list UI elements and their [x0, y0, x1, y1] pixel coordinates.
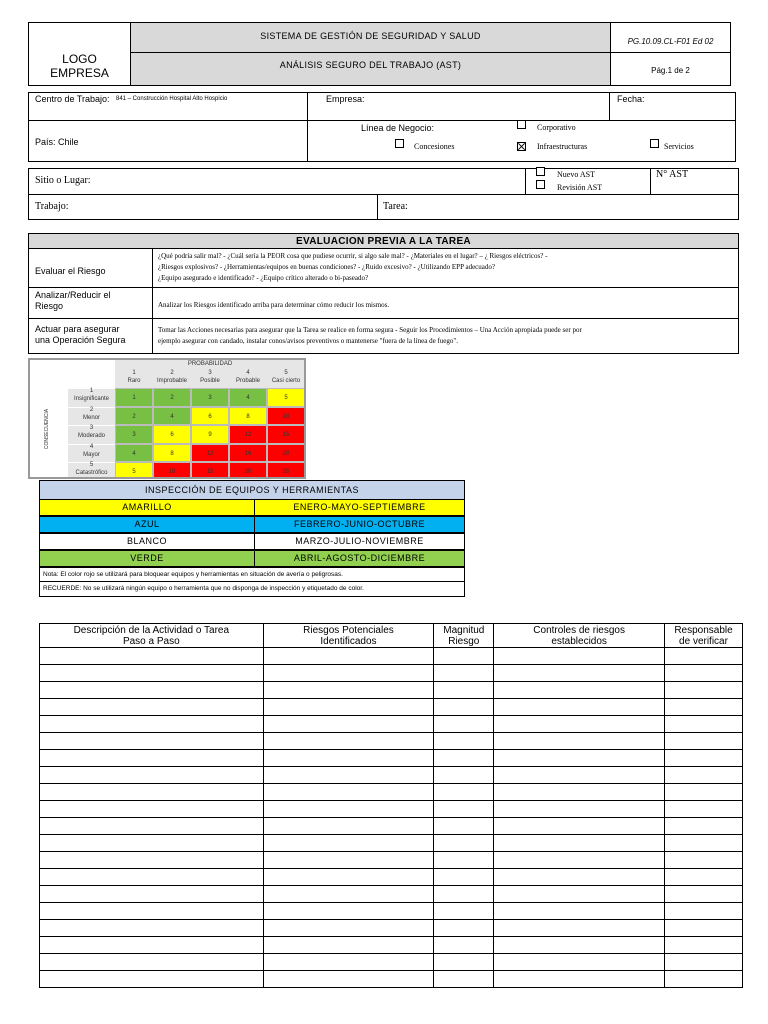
cons-label: Catastrófico [75, 470, 108, 477]
table-row [40, 648, 743, 665]
table-cell[interactable] [263, 971, 434, 988]
table-cell[interactable] [494, 886, 665, 903]
analizar-line: Analizar los Riesgos identificado arriba para determinar cómo reducir los mismos. [158, 301, 390, 309]
table-cell[interactable] [263, 699, 434, 716]
concesiones-checkbox[interactable] [395, 139, 404, 148]
table-cell[interactable] [263, 801, 434, 818]
risk-cell: 10 [153, 462, 191, 479]
table-row [40, 835, 743, 852]
risk-cell: 6 [191, 407, 229, 426]
table-cell[interactable] [40, 665, 264, 682]
prob-label: Posible [200, 378, 220, 384]
table-cell[interactable] [665, 886, 743, 903]
table-cell[interactable] [263, 767, 434, 784]
actuar-label: Actuar para asegurar una Operación Segura [35, 324, 126, 345]
cons-num: 3 [89, 425, 94, 432]
table-cell[interactable] [40, 920, 264, 937]
table-row [40, 818, 743, 835]
risk-cell: 15 [267, 425, 305, 444]
col-responsable: Responsable de verificar [665, 624, 743, 648]
inspeccion-months: ABRIL-AGOSTO-DICIEMBRE [255, 551, 464, 566]
risk-cell: 8 [153, 444, 191, 463]
doc-title: ANÁLISIS SEGURO DEL TRABAJO (AST) [279, 60, 462, 70]
divider [377, 194, 378, 220]
col-descripcion: Descripción de la Actividad o Tarea Paso a Paso [40, 624, 264, 648]
table-cell[interactable] [665, 716, 743, 733]
table-cell[interactable] [494, 954, 665, 971]
table-cell[interactable] [494, 971, 665, 988]
table-cell[interactable] [263, 733, 434, 750]
table-row [40, 886, 743, 903]
actuar-line: Tomar las Acciones necesarias para asegurar que la Tarea se realice en forma segura - Seguir los Procedimientos – Una Acción apropiada puede ser por [158, 326, 582, 334]
inspeccion-color: AZUL [40, 517, 255, 532]
cons-label: Menor [82, 414, 100, 421]
table-row [40, 750, 743, 767]
table-cell[interactable] [263, 835, 434, 852]
centro-value[interactable]: 841 – Construcción Hospital Alto Hospicio [116, 96, 228, 102]
inspeccion-color: AMARILLO [40, 500, 255, 515]
table-cell[interactable] [434, 784, 494, 801]
evaluar-label: Evaluar el Riesgo [35, 266, 106, 276]
table-row [40, 699, 743, 716]
risk-cell: 10 [267, 407, 305, 426]
concesiones-label: Concesiones [414, 142, 455, 151]
sitio-label: Sitio o Lugar: [35, 175, 91, 186]
table-cell[interactable] [40, 750, 264, 767]
divider [609, 92, 610, 121]
prob-num: 1 [132, 370, 136, 376]
tarea-label: Tarea: [383, 201, 408, 212]
table-cell[interactable] [494, 750, 665, 767]
inspeccion-title-row [39, 480, 465, 500]
risk-cell: 2 [115, 407, 153, 426]
table-row [40, 920, 743, 937]
risk-cell: 9 [191, 425, 229, 444]
empresa-label: Empresa: [326, 94, 365, 104]
cons-label: Mayor [83, 451, 100, 458]
risk-cell: 4 [153, 407, 191, 426]
inspeccion-months: ENERO-MAYO-SEPTIEMBRE [255, 500, 464, 515]
risk-cell: 5 [267, 388, 305, 407]
table-cell[interactable] [40, 869, 264, 886]
table-cell[interactable] [40, 682, 264, 699]
fecha-label: Fecha: [617, 94, 645, 104]
table-cell[interactable] [40, 852, 264, 869]
table-cell[interactable] [434, 903, 494, 920]
prob-num: 4 [246, 370, 250, 376]
table-row [40, 716, 743, 733]
table-cell[interactable] [665, 971, 743, 988]
divider [152, 249, 153, 354]
table-cell[interactable] [263, 886, 434, 903]
table-cell[interactable] [263, 750, 434, 767]
table-cell[interactable] [263, 665, 434, 682]
corporativo-checkbox[interactable] [517, 120, 526, 129]
doc-code: PG.10.09.CL-F01 Ed 02 [627, 37, 714, 46]
risk-cell: 4 [229, 388, 267, 407]
tarea-field[interactable] [420, 196, 736, 218]
table-cell[interactable] [434, 682, 494, 699]
risk-cell: 12 [229, 425, 267, 444]
risk-cell: 4 [115, 444, 153, 463]
table-cell[interactable] [494, 699, 665, 716]
nota-row [39, 567, 465, 582]
risk-cell: 3 [115, 425, 153, 444]
table-cell[interactable] [665, 818, 743, 835]
table-cell[interactable] [40, 971, 264, 988]
recuerde-row [39, 581, 465, 597]
table-cell[interactable] [434, 835, 494, 852]
table-cell[interactable] [40, 767, 264, 784]
inspeccion-title: INSPECCIÓN DE EQUIPOS Y HERRAMIENTAS [144, 485, 360, 495]
table-row [40, 784, 743, 801]
table-cell[interactable] [665, 852, 743, 869]
prob-label: Casi cierto [271, 378, 301, 384]
table-cell[interactable] [434, 665, 494, 682]
divider [28, 120, 736, 121]
table-cell[interactable] [434, 886, 494, 903]
table-cell[interactable] [665, 648, 743, 665]
table-cell[interactable] [40, 801, 264, 818]
risk-cell: 2 [153, 388, 191, 407]
table-row [40, 665, 743, 682]
steps-table [39, 623, 743, 988]
logo-text: LOGO EMPRESA [50, 52, 109, 80]
table-cell[interactable] [665, 954, 743, 971]
table-cell[interactable] [494, 733, 665, 750]
table-cell[interactable] [494, 682, 665, 699]
table-cell[interactable] [434, 954, 494, 971]
servicios-label: Servicios [664, 142, 694, 151]
evaluar-line: ¿Qué podría salir mal? - ¿Cuál sería la PEOR cosa que pudiese ocurrir, si algo sale mal? - ¿Materiales en el lugar? – ¿ Riesgos eléctricos? - [158, 252, 548, 260]
steps-header-row [40, 624, 743, 648]
table-cell[interactable] [665, 835, 743, 852]
nuevo-ast-label: Nuevo AST [557, 170, 595, 179]
table-cell[interactable] [494, 852, 665, 869]
table-cell[interactable] [494, 937, 665, 954]
revision-ast-checkbox[interactable] [536, 180, 545, 189]
inspeccion-row [39, 550, 465, 567]
empresa-field[interactable] [370, 93, 606, 119]
cons-num: 4 [89, 443, 94, 450]
corporativo-label: Corporativo [537, 123, 576, 132]
divider [525, 168, 526, 195]
table-cell[interactable] [40, 648, 264, 665]
table-cell[interactable] [434, 920, 494, 937]
inspeccion-months: FEBRERO-JUNIO-OCTUBRE [255, 517, 464, 532]
table-cell[interactable] [494, 648, 665, 665]
table-cell[interactable] [665, 937, 743, 954]
pais-label: País: Chile [35, 137, 79, 147]
table-row [40, 852, 743, 869]
table-cell[interactable] [665, 920, 743, 937]
risk-cell: 8 [229, 407, 267, 426]
table-cell[interactable] [434, 852, 494, 869]
inspeccion-color: VERDE [40, 551, 255, 566]
cons-label: Insignificante [73, 396, 110, 402]
table-cell[interactable] [263, 682, 434, 699]
table-cell[interactable] [40, 954, 264, 971]
table-cell[interactable] [434, 818, 494, 835]
prob-label: Probable [235, 378, 261, 384]
table-cell[interactable] [665, 869, 743, 886]
inspeccion-color: BLANCO [40, 534, 255, 549]
divider [28, 318, 739, 319]
probabilidad-axis-label: PROBABILIDAD [187, 361, 233, 367]
divider [28, 194, 739, 195]
risk-cell: 6 [153, 425, 191, 444]
table-cell[interactable] [40, 903, 264, 920]
table-cell[interactable] [263, 869, 434, 886]
table-cell[interactable] [434, 801, 494, 818]
sitio-field[interactable] [100, 170, 520, 192]
table-cell[interactable] [434, 750, 494, 767]
table-cell[interactable] [494, 784, 665, 801]
cons-label: Moderado [77, 433, 106, 440]
table-row [40, 682, 743, 699]
col-riesgos: Riesgos Potenciales Identificados [263, 624, 434, 648]
table-cell[interactable] [665, 733, 743, 750]
table-cell[interactable] [494, 801, 665, 818]
risk-cell: 1 [115, 388, 153, 407]
table-cell[interactable] [665, 699, 743, 716]
risk-cell: 5 [115, 462, 153, 479]
table-cell[interactable] [263, 852, 434, 869]
evaluar-line: ¿Equipo asegurado e identificado? - ¿Equipo crítico alterado o bi-paseado? [158, 274, 369, 282]
table-cell[interactable] [665, 750, 743, 767]
infraestructuras-label: Infraestructuras [537, 142, 588, 151]
table-cell[interactable] [40, 937, 264, 954]
table-cell[interactable] [665, 767, 743, 784]
table-cell[interactable] [40, 784, 264, 801]
table-cell[interactable] [494, 920, 665, 937]
table-cell[interactable] [40, 699, 264, 716]
col-magnitud: Magnitud Riesgo [434, 624, 494, 648]
linea-label: Línea de Negocio: [361, 123, 435, 133]
table-cell[interactable] [494, 835, 665, 852]
table-cell[interactable] [263, 784, 434, 801]
table-cell[interactable] [40, 886, 264, 903]
actuar-line: ejemplo asegurar con candado, instalar conos/avisos preventivos o mantenerse "fuera de la línea de fuego". [158, 337, 458, 345]
revision-ast-label: Revisión AST [557, 183, 603, 192]
table-row [40, 801, 743, 818]
table-cell[interactable] [40, 733, 264, 750]
table-cell[interactable] [263, 648, 434, 665]
inspeccion-block [39, 480, 465, 597]
inspeccion-row [39, 516, 465, 533]
prob-label: Improbable [156, 378, 188, 384]
table-row [40, 733, 743, 750]
divider [650, 168, 651, 195]
table-row [40, 903, 743, 920]
table-cell[interactable] [494, 869, 665, 886]
inspeccion-row [39, 499, 465, 516]
n-ast-label: N° AST [656, 169, 689, 180]
divider [28, 287, 739, 288]
table-cell[interactable] [434, 733, 494, 750]
fecha-field[interactable] [652, 93, 734, 119]
nota-text: Nota: El color rojo se utilizará para bloquear equipos y herramientas en situación de avería o peligrosas. [43, 571, 343, 578]
trabajo-field[interactable] [80, 196, 374, 218]
trabajo-label: Trabajo: [35, 201, 69, 212]
table-cell[interactable] [665, 903, 743, 920]
evaluar-line: ¿Riesgos explosivos? - ¿Herramientas/equipos en buenas condiciones? - ¿Ruido excesivo? - ¿Utilizando EPP adecuado? [158, 263, 495, 271]
table-cell[interactable] [434, 869, 494, 886]
risk-cell: 25 [267, 462, 305, 479]
table-cell[interactable] [263, 716, 434, 733]
risk-cell: 20 [229, 462, 267, 479]
risk-cell: 12 [191, 444, 229, 463]
prob-label: Raro [127, 378, 141, 384]
page-number: Pág.1 de 2 [651, 66, 690, 75]
inspeccion-months: MARZO-JULIO-NOVIEMBRE [255, 534, 464, 549]
table-cell[interactable] [434, 767, 494, 784]
cons-num: 2 [89, 406, 94, 413]
table-cell[interactable] [494, 665, 665, 682]
table-row [40, 869, 743, 886]
risk-cell: 15 [191, 462, 229, 479]
divider [307, 92, 308, 162]
table-cell[interactable] [263, 954, 434, 971]
servicios-checkbox[interactable] [650, 139, 659, 148]
risk-cell: 3 [191, 388, 229, 407]
table-cell[interactable] [40, 716, 264, 733]
table-cell[interactable] [665, 801, 743, 818]
table-cell[interactable] [263, 818, 434, 835]
analizar-label: Analizar/Reducir el Riesgo [35, 290, 111, 311]
recuerde-text: RECUERDE: No se utilizará ningún equipo o herramienta que no disponga de inspección y etiquetado de color. [43, 585, 364, 592]
table-cell[interactable] [665, 784, 743, 801]
table-cell[interactable] [434, 971, 494, 988]
table-cell[interactable] [494, 903, 665, 920]
table-cell[interactable] [40, 818, 264, 835]
table-cell[interactable] [665, 682, 743, 699]
risk-cell: 20 [267, 444, 305, 463]
centro-label: Centro de Trabajo: [35, 94, 110, 104]
col-controles: Controles de riesgos establecidos [494, 624, 665, 648]
table-cell[interactable] [263, 920, 434, 937]
risk-cell: 16 [229, 444, 267, 463]
infraestructuras-checkbox[interactable] [517, 142, 526, 151]
table-cell[interactable] [665, 665, 743, 682]
table-cell[interactable] [263, 937, 434, 954]
inspeccion-row [39, 533, 465, 550]
risk-matrix [28, 358, 306, 479]
table-row [40, 937, 743, 954]
table-row [40, 767, 743, 784]
cons-num: 5 [89, 462, 94, 469]
consecuencia-axis-label: CONSECUENCIA [44, 408, 50, 450]
table-cell[interactable] [40, 835, 264, 852]
table-cell[interactable] [494, 716, 665, 733]
nuevo-ast-checkbox[interactable] [536, 167, 545, 176]
table-row [40, 971, 743, 988]
table-cell[interactable] [263, 903, 434, 920]
system-title: SISTEMA DE GESTIÓN DE SEGURIDAD Y SALUD [260, 31, 481, 41]
table-cell[interactable] [494, 767, 665, 784]
prob-num: 5 [284, 370, 288, 376]
prob-num: 3 [208, 370, 212, 376]
prob-num: 2 [170, 370, 174, 376]
table-cell[interactable] [434, 648, 494, 665]
evaluacion-title: EVALUACION PREVIA A LA TAREA [296, 236, 471, 247]
table-cell[interactable] [434, 937, 494, 954]
table-cell[interactable] [434, 716, 494, 733]
table-row [40, 954, 743, 971]
cons-num: 1 [89, 388, 94, 394]
table-cell[interactable] [494, 818, 665, 835]
table-cell[interactable] [434, 699, 494, 716]
